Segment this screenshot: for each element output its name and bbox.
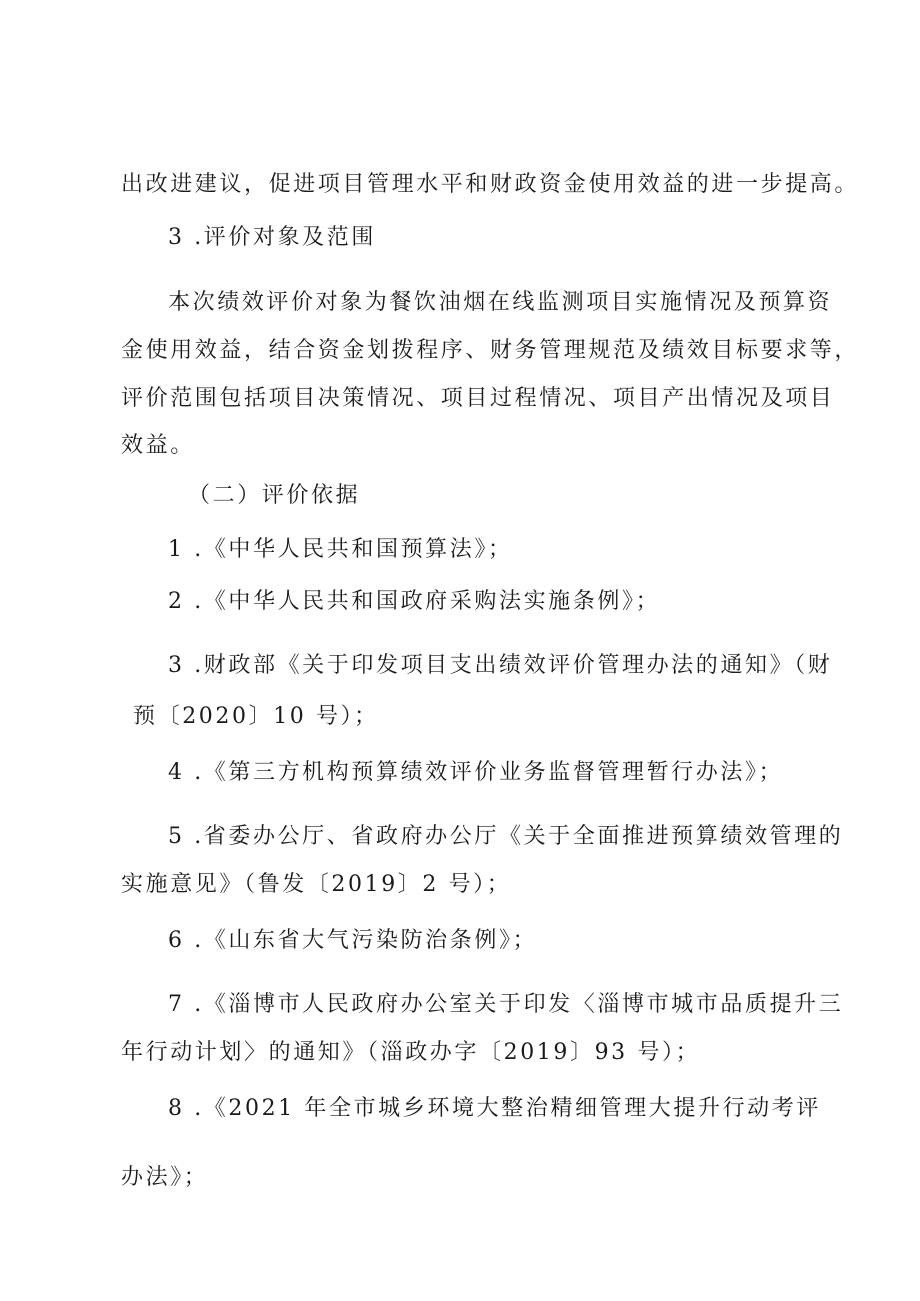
list-item-3-line-2: 预〔2020〕10 号）； (133, 704, 379, 729)
list-item-7-line-1: 7 .《淄博市人民政府办公室关于印发〈淄博市城市品质提升三 (168, 992, 844, 1017)
list-item-1: 1 .《中华人民共和国预算法》； (168, 537, 513, 562)
list-item-2: 2 .《中华人民共和国政府采购法实施条例》； (168, 589, 661, 614)
list-item-3-line-1: 3 .财政部《关于印发项目支出绩效评价管理办法的通知》（财 (168, 653, 833, 678)
text-line-4: 金使用效益，结合资金划拨程序、财务管理规范及绩效目标要求等， (121, 338, 860, 363)
list-item-5-line-2: 实施意见》（鲁发〔2019〕2 号）； (121, 872, 512, 897)
text-line-3: 本次绩效评价对象为餐饮油烟在线监测项目实施情况及预算资 (168, 290, 833, 315)
list-item-7-line-2: 年行动计划〉的通知》（淄政办字〔2019〕93 号）； (121, 1040, 701, 1065)
list-item-4: 4 .《第三方机构预算绩效评价业务监督管理暂行办法》； (168, 760, 784, 785)
section-heading-basis: （二）评价依据 (188, 483, 361, 508)
list-item-6: 6 .《山东省大气污染防治条例》； (168, 928, 538, 953)
text-line-6: 效益。 (121, 433, 195, 458)
section-heading-scope: 3 .评价对象及范围 (168, 225, 376, 250)
text-line-5: 评价范围包括项目决策情况、项目过程情况、项目产出情况及项目 (121, 386, 835, 411)
text-line-1: 出改进建议，促进项目管理水平和财政资金使用效益的进一步提高。 (121, 172, 860, 197)
list-item-8-line-2: 办法》； (121, 1165, 209, 1190)
list-item-5-line-1: 5 .省委办公厅、省政府办公厅《关于全面推进预算绩效管理的 (168, 824, 844, 849)
list-item-8-line-1: 8 .《2021 年全市城乡环境大整治精细管理大提升行动考评 (168, 1096, 821, 1121)
